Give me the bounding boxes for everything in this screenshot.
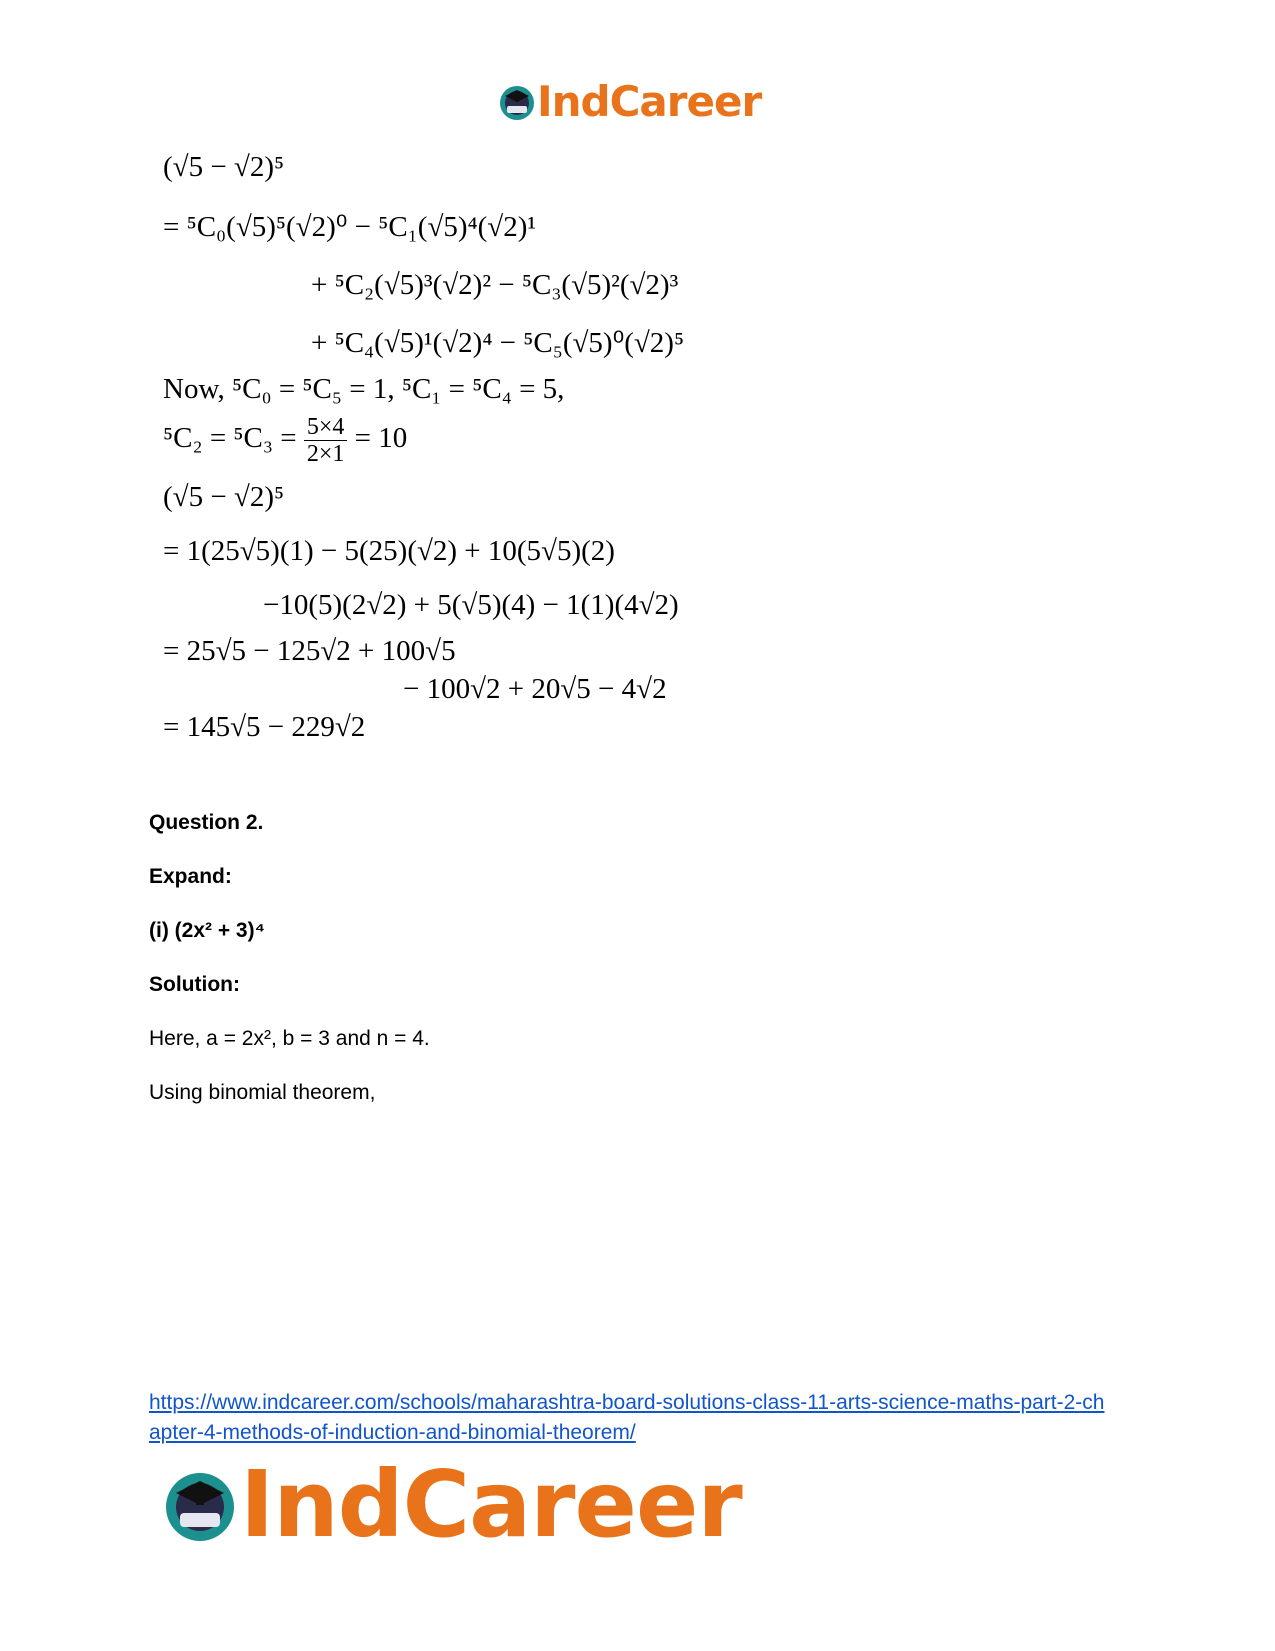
math-line: + ⁵C₂(√5)³(√2)² − ⁵C₃(√5)²(√2)³: [311, 269, 679, 301]
source-link[interactable]: https://www.indcareer.com/schools/maharashtra-board-solutions-class-11-arts-science-maths-part-2-chapter-4-methods-of-induction-and-binomial-theorem/: [149, 1391, 1105, 1444]
math-fraction-lhs: ⁵C₂ = ⁵C₃ =: [163, 422, 297, 455]
math-fraction: [304, 414, 348, 467]
graduation-cap-book-icon: [497, 82, 537, 122]
math-line: (√5 − √2)⁵: [163, 481, 285, 513]
question-part-i: (i) (2x² + 3)⁴: [149, 919, 265, 942]
math-line: Now, ⁵C₀ = ⁵C₅ = 1, ⁵C₁ = ⁵C₄ = 5,: [163, 373, 565, 405]
fraction-denominator: 2×1: [306, 441, 345, 467]
math-line: (√5 − √2)⁵: [163, 151, 285, 183]
brand-logo-top: [497, 78, 761, 126]
question-heading: Question 2.: [149, 811, 264, 834]
brand-logo-text: IndCareer: [537, 77, 762, 126]
math-line: = ⁵C₀(√5)⁵(√2)⁰ − ⁵C₁(√5)⁴(√2)¹: [163, 211, 537, 243]
math-fraction-line: [163, 414, 407, 467]
math-line: + ⁵C₄(√5)¹(√2)⁴ − ⁵C₅(√5)⁰(√2)⁵: [311, 327, 685, 359]
solution-given-values: Here, a = 2x², b = 3 and n = 4.: [149, 1027, 430, 1050]
brand-logo-text: IndCareer: [240, 1451, 742, 1558]
math-line: = 145√5 − 229√2: [163, 711, 366, 743]
math-line: = 1(25√5)(1) − 5(25)(√2) + 10(5√5)(2): [163, 535, 615, 567]
solution-heading: Solution:: [149, 973, 240, 996]
fraction-numerator: 5×4: [304, 414, 348, 441]
expand-heading: Expand:: [149, 865, 232, 888]
math-line: = 25√5 − 125√2 + 100√5: [163, 635, 456, 667]
math-line: −10(5)(2√2) + 5(√5)(4) − 1(1)(4√2): [263, 589, 679, 621]
graduation-cap-book-icon: [160, 1465, 240, 1545]
math-fraction-rhs: = 10: [354, 422, 408, 455]
solution-method-text: Using binomial theorem,: [149, 1081, 376, 1104]
math-line: − 100√2 + 20√5 − 4√2: [403, 673, 667, 705]
brand-logo-bottom: [160, 1451, 742, 1558]
